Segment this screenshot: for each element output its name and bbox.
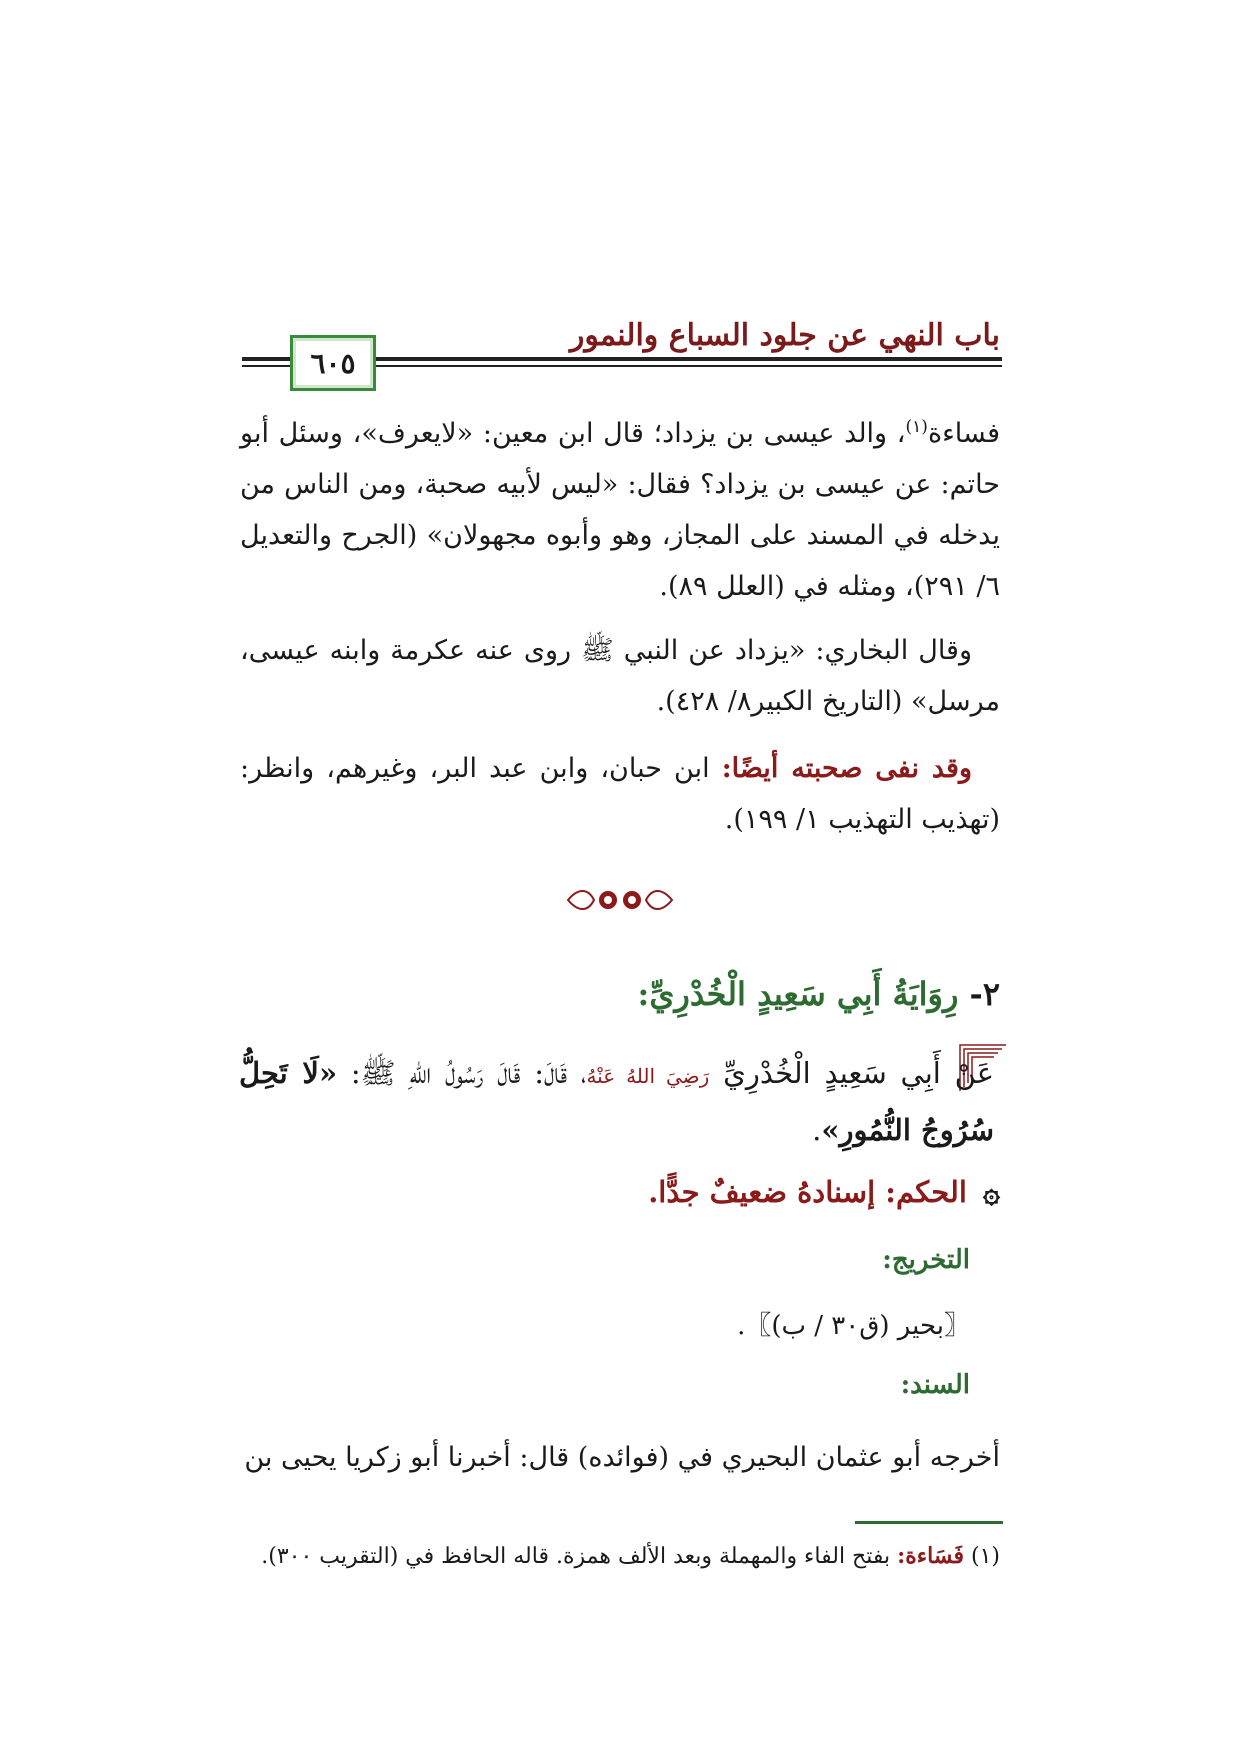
section-title: رِوَايَةُ أَبِي سَعِيدٍ الْخُدْرِيِّ: xyxy=(637,975,959,1013)
paragraph-1 xyxy=(240,402,1000,612)
isnad-heading: السند: xyxy=(900,1370,970,1400)
footnote-term: فَسَاءة: xyxy=(897,1543,964,1569)
page-number-frame xyxy=(290,335,376,391)
takhrij-text: 〖بحير (ق٣٠ / ب)〗. xyxy=(737,1311,970,1341)
paragraph-3-rest: ابن حبان، وابن عبد البر، وغيرهم، وانظر: (تهذيب التهذيب ١/ ١٩٩). xyxy=(240,753,1000,835)
isnad-text: أخرجه أبو عثمان البحيري في (فوائده) قال: أخبرنا أبو زكريا يحيى بن xyxy=(244,1442,1000,1473)
paragraph-1-rest: ، والد عيسى بن يزداد؛ قال ابن معين: «لايعرف»، وسئل أبو حاتم: عن عيسى بن يزداد؟ فقال: «ليس لأبيه صحبة، ومن الناس من يدخله في المسند على المجاز، وهو وأبوه مجهولان» (الجرح والتعديل ٦/ ٢٩١)، ومثله في (العلل ٨٩). xyxy=(240,418,1000,602)
takhrij-heading: التخريج: xyxy=(882,1245,970,1275)
floral-divider-icon xyxy=(560,880,680,920)
hadith-intro: عَنْ أَبِي سَعِيدٍ الْخُدْرِيِّ xyxy=(723,1056,995,1090)
footnote-marker-ref: (١) xyxy=(970,1544,1000,1569)
footnote-rule xyxy=(855,1521,1003,1524)
hadith-mid: ، قَالَ: قَالَ رَسُولُ اللهِ ﷺ: xyxy=(337,1056,587,1090)
paragraph-1-start: فساءة xyxy=(927,418,1000,449)
ruling-label: الحكم: xyxy=(885,1175,967,1209)
paragraph-2: وقال البخاري: «يزداد عن النبي ﷺ روى عنه عكرمة وابنه عيسى، مرسل» (التاريخ الكبير٨/ ٤٢٨). xyxy=(240,635,1000,717)
ruling xyxy=(648,1175,1000,1209)
radiya-glyph: رَضِيَ اللهُ عَنْهُ xyxy=(586,1064,710,1088)
hadith-matn: «لَا تَحِلُّ سُرُوجُ النُّمُورِ» xyxy=(239,1056,994,1147)
rosette-icon: ۞ xyxy=(983,1175,1000,1209)
section-number: ٢- xyxy=(969,975,1000,1013)
section-heading xyxy=(638,975,1000,1013)
footnote-marker: (١) xyxy=(905,417,928,437)
paragraph-3-lead: وقد نفى صحبته أيضًا: xyxy=(721,753,972,784)
paragraph-3 xyxy=(240,743,1000,845)
ruling-text: إسنادهُ ضعيفٌ جدًّا. xyxy=(648,1175,876,1209)
footnote xyxy=(240,1543,1000,1569)
running-title: باب النهي عن جلود السباع والنمور xyxy=(569,318,1000,353)
hadith-text xyxy=(239,1046,994,1157)
footnote-text: بفتح الفاء والمهملة وبعد الألف همزة. قاله الحافظ في (التقريب ٣٠٠). xyxy=(261,1544,898,1569)
page-number: ٦٠٥ xyxy=(310,346,356,380)
hadith-end: . xyxy=(812,1113,822,1147)
